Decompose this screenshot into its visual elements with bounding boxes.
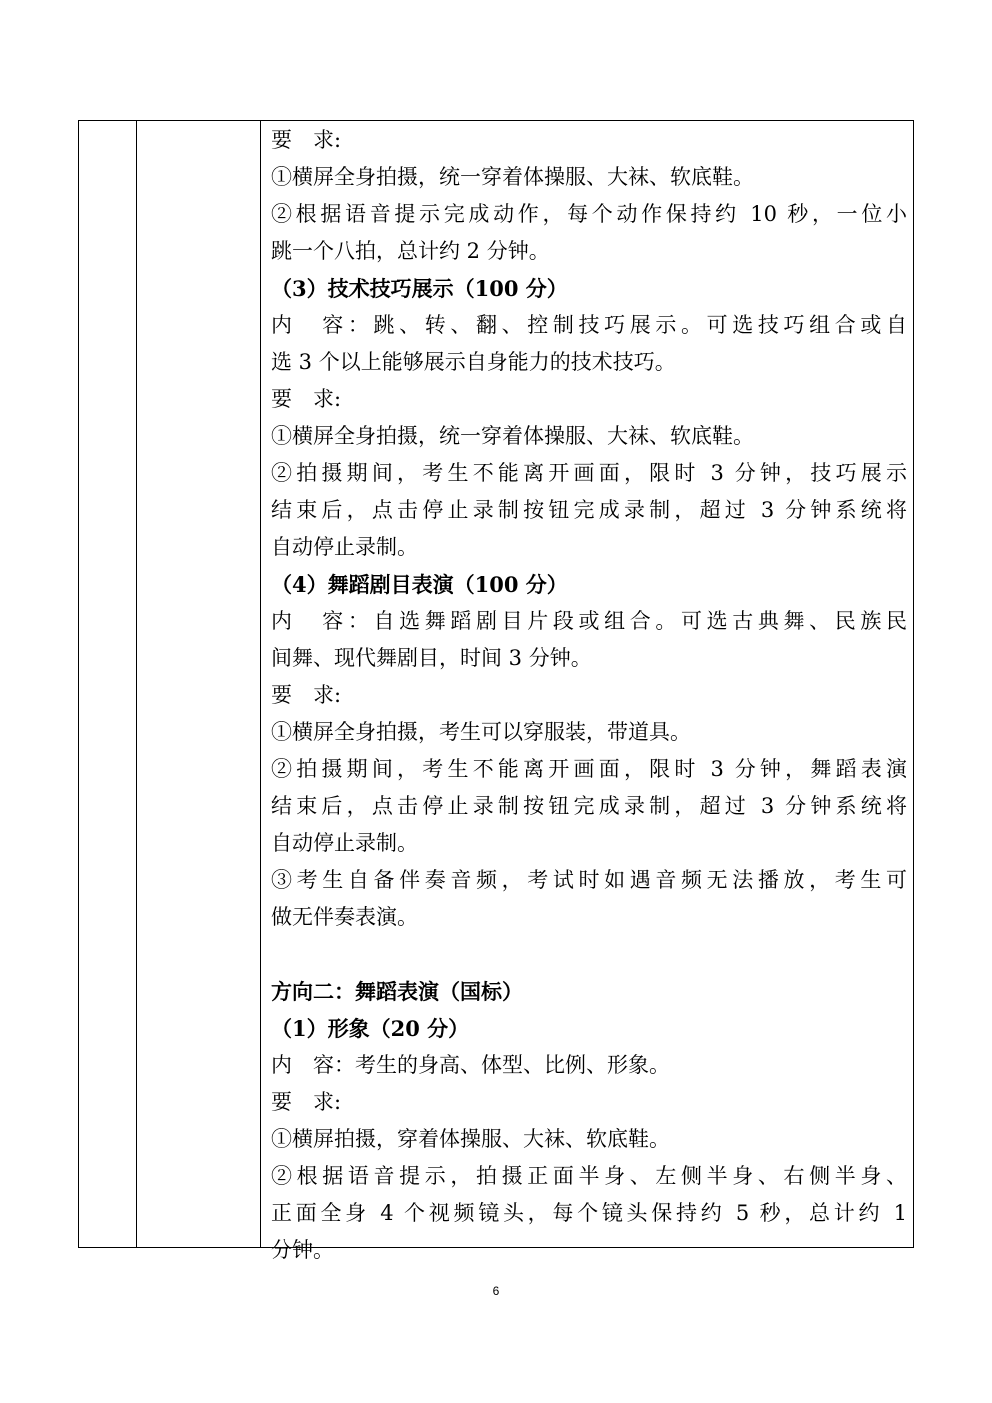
text-line: 做无伴奏表演。 bbox=[271, 905, 418, 929]
text-line: 分钟。 bbox=[271, 1238, 334, 1262]
section-heading: （4）舞蹈剧目表演（100 分） bbox=[271, 572, 568, 597]
text-line: 内 容：跳、转、翻、控制技巧展示。可选技巧组合或自 bbox=[271, 313, 907, 337]
text-line: 结束后，点击停止录制按钮完成录制，超过 3 分钟系统将 bbox=[271, 498, 907, 522]
text-line: 选 3 个以上能够展示自身能力的技术技巧。 bbox=[271, 350, 676, 374]
text-line: 要 求: bbox=[271, 128, 342, 152]
text-line: 间舞、现代舞剧目，时间 3 分钟。 bbox=[271, 646, 592, 670]
text-line: 要 求: bbox=[271, 1090, 342, 1114]
section-heading: （3）技术技巧展示（100 分） bbox=[271, 276, 568, 301]
text-line: 结束后，点击停止录制按钮完成录制，超过 3 分钟系统将 bbox=[271, 794, 907, 818]
text-line: 正面全身 4 个视频镜头，每个镜头保持约 5 秒，总计约 1 bbox=[271, 1201, 907, 1225]
table-column-divider-2 bbox=[260, 121, 261, 1247]
page-number: 6 bbox=[492, 1284, 500, 1298]
text-line: ②拍摄期间，考生不能离开画面，限时 3 分钟，技巧展示 bbox=[271, 461, 907, 485]
table-content-cell bbox=[271, 122, 907, 1269]
text-line: ①横屏全身拍摄，统一穿着体操服、大袜、软底鞋。 bbox=[271, 424, 754, 448]
text-line: 跳一个八拍，总计约 2 分钟。 bbox=[271, 239, 550, 263]
text-line: 自动停止录制。 bbox=[271, 831, 418, 855]
text-line: ②拍摄期间，考生不能离开画面，限时 3 分钟，舞蹈表演 bbox=[271, 757, 907, 781]
section-heading: （1）形象（20 分） bbox=[271, 1016, 470, 1041]
blank-line bbox=[271, 936, 907, 973]
text-line: 内 容：自选舞蹈剧目片段或组合。可选古典舞、民族民 bbox=[271, 609, 907, 633]
text-line: 要 求: bbox=[271, 683, 342, 707]
text-line: 要 求: bbox=[271, 387, 342, 411]
text-line: ②根据语音提示，拍摄正面半身、左侧半身、右侧半身、 bbox=[271, 1164, 907, 1188]
section-heading: 方向二：舞蹈表演（国标） bbox=[271, 979, 523, 1004]
text-line: 自动停止录制。 bbox=[271, 535, 418, 559]
table-column-divider-1 bbox=[136, 121, 137, 1247]
text-line: ①横屏拍摄，穿着体操服、大袜、软底鞋。 bbox=[271, 1127, 670, 1151]
text-line: ③考生自备伴奏音频，考试时如遇音频无法播放，考生可 bbox=[271, 868, 907, 892]
text-line: 内 容：考生的身高、体型、比例、形象。 bbox=[271, 1053, 670, 1077]
text-line: ②根据语音提示完成动作，每个动作保持约 10 秒，一位小 bbox=[271, 202, 907, 226]
text-line: ①横屏全身拍摄，统一穿着体操服、大袜、软底鞋。 bbox=[271, 165, 754, 189]
text-line: ①横屏全身拍摄，考生可以穿服装，带道具。 bbox=[271, 720, 691, 744]
